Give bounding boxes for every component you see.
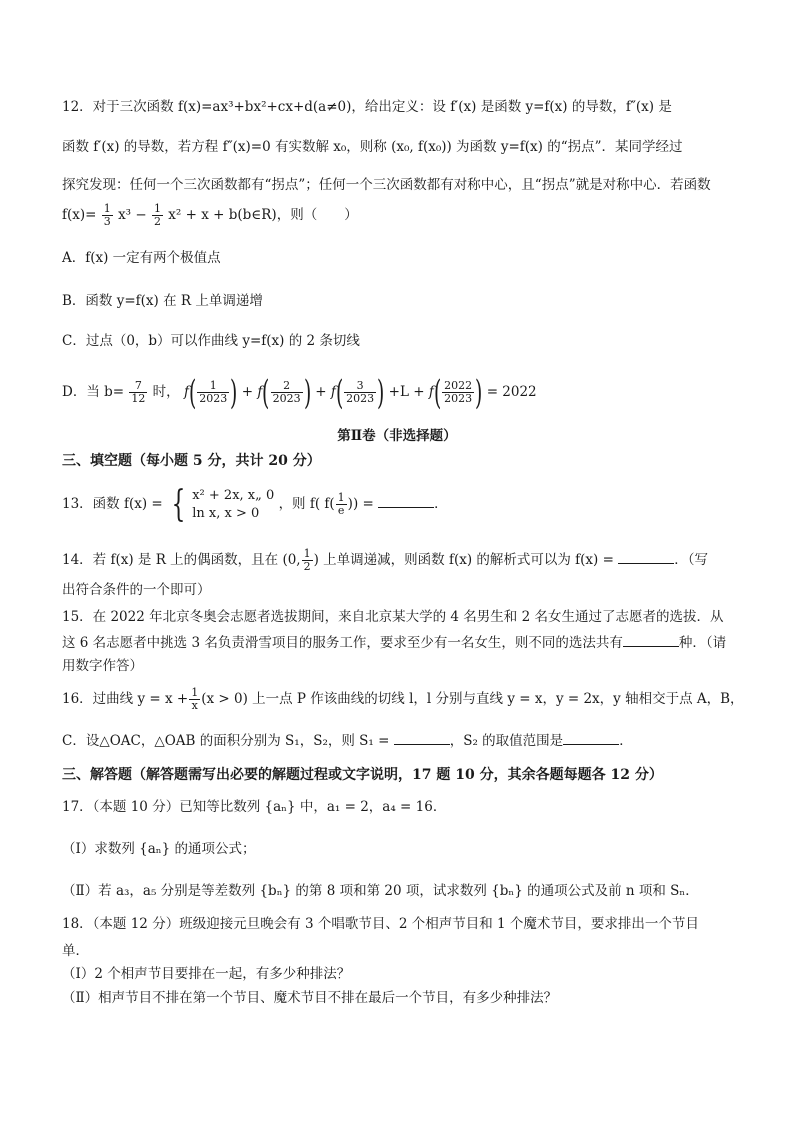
q14-suffix: ) 上单调递减，则函数 f(x) 的解析式可以为 f(x) = — [313, 552, 614, 568]
q12-option-c: C．过点（0，b）可以作曲线 y=f(x) 的 2 条切线 — [62, 333, 360, 349]
q12-line2: 函数 f′(x) 的导数，若方程 f″(x)=0 有实数解 x₀，则称 (x₀, f(x₀)) 为函数 y=f(x) 的“拐点”．某同学经过 — [62, 139, 683, 155]
left-brace: { — [171, 483, 186, 525]
q12-d-term2 — [271, 380, 303, 405]
right-paren: ) — [303, 372, 311, 413]
q13-answer-blank[interactable] — [378, 493, 434, 508]
q13-prefix: 13．函数 f(x) = — [62, 496, 163, 512]
plus-sign: + — [315, 384, 327, 400]
frac-num: 7 — [129, 380, 147, 393]
frac-den: 2023 — [272, 392, 301, 405]
q12-line3: 探究发现：任何一个三次函数都有“拐点”；任何一个三次函数都有对称中心，且“拐点”就是对称中心．若函数 — [62, 177, 711, 193]
q15-answer-blank[interactable] — [623, 632, 679, 647]
q18-part2: （Ⅱ）相声节目不排在第一个节目、魔术节目不排在最后一个节目，有多少种排法？ — [62, 990, 558, 1006]
q18-part1: （Ⅰ）2 个相声节目要排在一起，有多少种排法？ — [62, 966, 351, 982]
frac-den: e — [337, 504, 345, 517]
frac-num: 1 — [191, 686, 199, 699]
frac-num: 2 — [271, 380, 303, 393]
q13-case-1: x² + 2x, x„ 0 — [192, 487, 275, 503]
q12-d-b-frac — [129, 380, 147, 405]
frac-den: 2023 — [346, 392, 375, 405]
plus-sign: + — [241, 384, 254, 400]
q17-line1: 17．（本题 10 分）已知等比数列 {aₙ} 中，a₁ = 2，a₄ = 16． — [62, 799, 447, 815]
q12-option-b: B．函数 y=f(x) 在 R 上单调递增 — [62, 293, 263, 309]
frac-num: 3 — [344, 380, 376, 393]
q13-end: ． — [434, 496, 448, 512]
q16-line1 — [62, 682, 744, 716]
q13-frac — [336, 492, 347, 517]
q16-line2-mid: ，S₂ 的取值范围是 — [449, 733, 564, 749]
q12-d-f3: f — [330, 384, 336, 400]
q17-part1: （Ⅰ）求数列 {aₙ} 的通项公式； — [62, 841, 256, 857]
frac-num: 1 — [154, 202, 161, 215]
q13 — [62, 480, 732, 528]
q12-d-mid: 时， — [152, 384, 180, 400]
q16-line2-prefix: C．设△OAC，△OAB 的面积分别为 S₁，S₂，则 S₁ = — [62, 733, 390, 749]
frac-den: 2 — [303, 560, 311, 573]
q14-line2: 出符合条件的一个即可） — [62, 582, 211, 598]
q15-line2-suffix: 种．（请 — [678, 635, 727, 651]
q12-d-prefix: D．当 b= — [62, 384, 125, 400]
frac-den: 12 — [131, 392, 146, 405]
q14-prefix: 14．若 f(x) 是 R 上的偶函数，且在 (0, — [62, 552, 301, 568]
q13-cases — [192, 487, 274, 523]
q12-option-a: A．f(x) 一定有两个极值点 — [62, 250, 221, 266]
q13-suffix: )) = — [347, 496, 374, 512]
q15-line2-prefix: 这 6 名志愿者中挑选 3 名负责滑雪项目的服务工作，要求至少有一名女生，则不同的选法共有 — [62, 635, 623, 651]
q12-option-d — [62, 370, 732, 414]
left-paren: ( — [262, 372, 270, 413]
q12-d-f2: f — [257, 384, 263, 400]
q14-end: ．（写 — [674, 552, 708, 568]
right-paren: ) — [377, 372, 385, 413]
q12-line4 — [62, 198, 732, 232]
q12-d-term1 — [197, 380, 229, 405]
frac-num: 1 — [303, 547, 311, 560]
q16-frac — [189, 687, 200, 712]
q18-line1: 18．（本题 12 分）班级迎接元旦晚会有 3 个唱歌节目、2 个相声节目和 1 个魔术节目，要求排出一个节目 — [62, 916, 699, 932]
q12-line1: 12．对于三次函数 f(x)=ax³+bx²+cx+d(a≠0)，给出定义：设 f′(x) 是函数 y=f(x) 的导数，f″(x) 是 — [62, 99, 672, 115]
right-paren: ) — [475, 372, 483, 413]
q12-frac-one-half — [152, 203, 163, 228]
solve-heading: 三、解答题（解答题需写出必要的解题过程或文字说明，17 题 10 分，其余各题每题各 12 分） — [62, 767, 663, 783]
q16-suffix: (x > 0) 上一点 P 作该曲线的切线 l，l 分别与直线 y = x，y = 2x，y 轴相交于点 A，B， — [201, 691, 744, 707]
fill-in-heading: 三、填空题（每小题 5 分，共计 20 分） — [62, 453, 321, 469]
frac-den: 2023 — [444, 392, 473, 405]
q15-line2 — [62, 632, 732, 653]
q12-d-term4 — [442, 380, 474, 405]
ellipsis-plus: +L + — [388, 384, 425, 400]
frac-num: 1 — [103, 202, 111, 215]
left-paren: ( — [188, 372, 197, 413]
frac-num: 1 — [197, 380, 229, 393]
frac-den: x — [191, 699, 198, 712]
frac-num: 2022 — [444, 379, 473, 392]
frac-den: 2 — [154, 215, 161, 228]
q16-answer-blank-s2[interactable] — [563, 730, 619, 745]
q12-func-suffix: x² + x + b(b∈R)，则（ ） — [168, 207, 358, 223]
q15-line1: 15．在 2022 年北京冬奥会志愿者选拔期间，来自北京某大学的 4 名男生和 2 名女生通过了志愿者的选拔．从 — [62, 609, 724, 625]
q12-func-mid: x³ − — [118, 207, 147, 223]
q12-d-f1: f — [183, 384, 189, 400]
q12-func-prefix: f(x)= — [62, 207, 97, 223]
q12-frac-one-third — [102, 203, 113, 228]
right-paren: ) — [230, 372, 238, 413]
frac-den: 2023 — [199, 392, 228, 405]
q16-line2-end: ． — [619, 733, 633, 749]
q14-line1 — [62, 545, 732, 575]
frac-den: 3 — [103, 215, 111, 228]
section2-title: 第Ⅱ卷（非选择题） — [337, 428, 457, 444]
q17-part2: （Ⅱ）若 a₃，a₅ 分别是等差数列 {bₙ} 的第 8 项和第 20 项，试求数列 {bₙ} 的通项公式及前 n 项和 Sₙ． — [62, 883, 699, 899]
q16-prefix: 16．过曲线 y = x + — [62, 691, 189, 707]
q18-line2: 单． — [62, 943, 89, 959]
q16-answer-blank-s1[interactable] — [394, 730, 450, 745]
left-paren: ( — [433, 372, 442, 413]
q14-answer-blank[interactable] — [618, 549, 674, 564]
q15-line3: 用数字作答） — [62, 658, 143, 674]
q13-case-2: ln x, x > 0 — [192, 505, 260, 521]
q13-mid: ，则 f( f( — [278, 496, 335, 512]
q16-line2 — [62, 730, 732, 751]
q12-d-term3 — [344, 380, 376, 405]
q12-d-end: = 2022 — [486, 384, 537, 400]
frac-num: 1 — [337, 491, 345, 504]
left-paren: ( — [335, 372, 344, 413]
q14-frac — [302, 548, 313, 573]
q12-d-f4: f — [428, 384, 434, 400]
